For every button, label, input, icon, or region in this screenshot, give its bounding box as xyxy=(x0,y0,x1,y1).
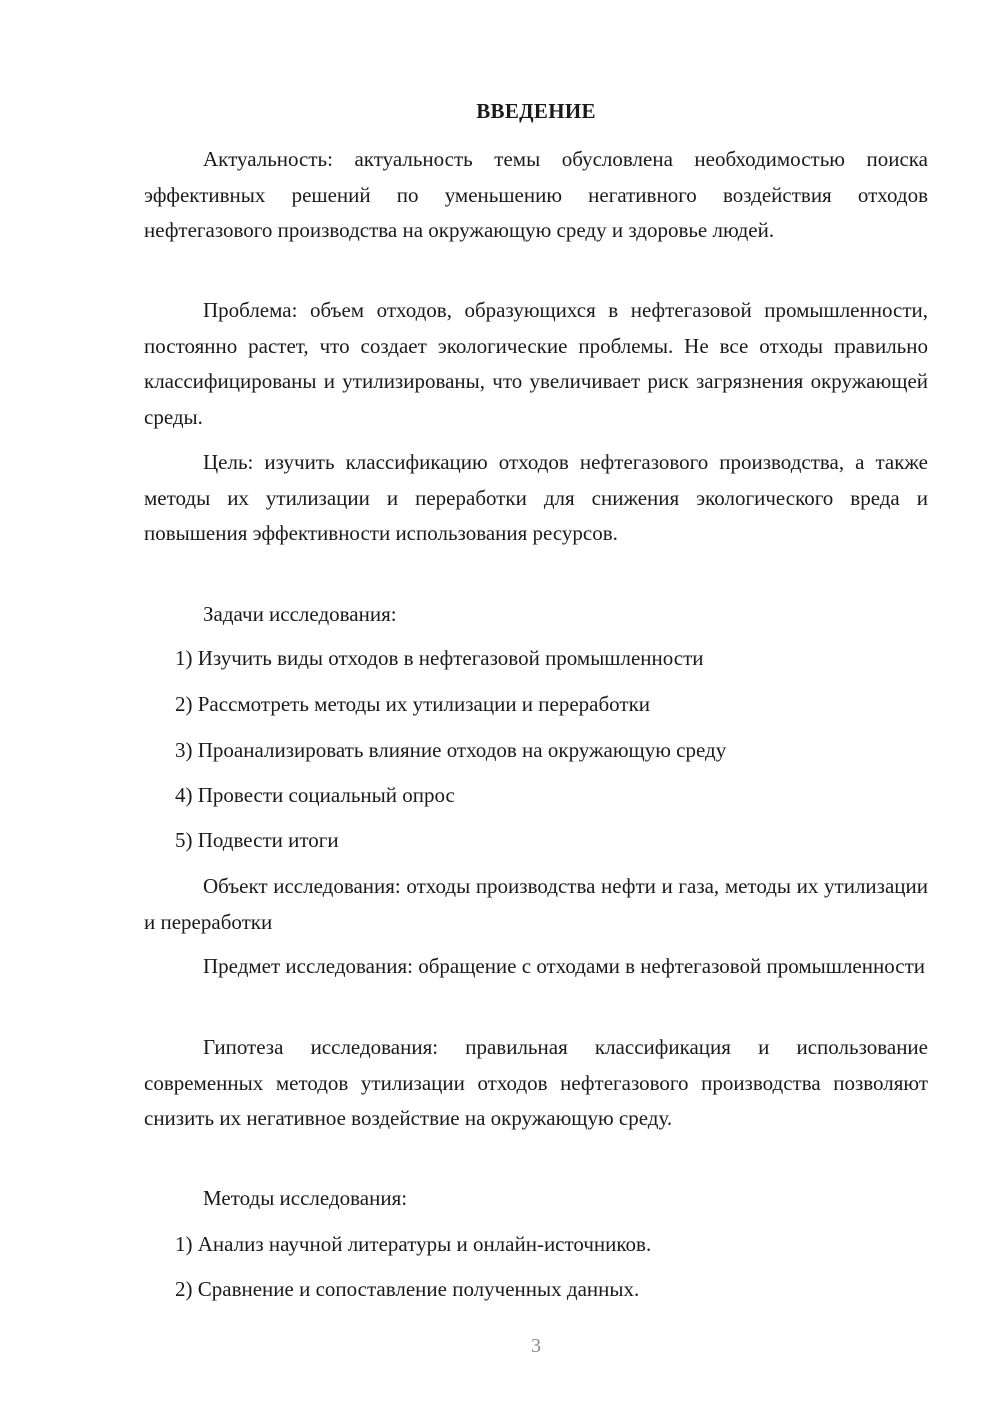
method-item-2: 2) Сравнение и сопоставление полученных данных. xyxy=(175,1277,640,1301)
paragraph-problem: Проблема: объем отходов, образующихся в нефтегазовой промышленности, постоянно растет, что создает экологические проблемы. Не все отходы правильно классифицированы и утилизированы, что увеличивает риск загрязнения окружающей среды. xyxy=(144,298,928,429)
document-page xyxy=(144,0,928,1414)
paragraph-subject: Предмет исследования: обращение с отходами в нефтегазовой промышленности xyxy=(203,954,925,978)
task-item-2: 2) Рассмотреть методы их утилизации и переработки xyxy=(175,692,651,716)
tasks-heading: Задачи исследования: xyxy=(203,602,397,626)
task-item-5: 5) Подвести итоги xyxy=(175,828,339,852)
paragraph-goal: Цель: изучить классификацию отходов нефтегазового производства, а также методы их утилизации и переработки для снижения экологического вреда и повышения эффективности использования ресурсов. xyxy=(144,450,928,545)
method-item-1: 1) Анализ научной литературы и онлайн-источников. xyxy=(175,1232,652,1256)
task-item-4: 4) Провести социальный опрос xyxy=(175,783,455,807)
methods-heading: Методы исследования: xyxy=(203,1186,408,1210)
paragraph-hypothesis: Гипотеза исследования: правильная классификация и использование современных методов утилизации отходов нефтегазового производства позволяют снизить их негативное воздействие на окружающую среду. xyxy=(144,1035,928,1130)
paragraph-object: Объект исследования: отходы производства нефти и газа, методы их утилизации и переработки xyxy=(144,874,928,934)
paragraph-relevance: Актуальность: актуальность темы обусловлена необходимостью поиска эффективных решений по уменьшению негативного воздействия отходов нефтегазового производства на окружающую среду и здоровье людей. xyxy=(144,147,928,242)
task-item-3: 3) Проанализировать влияние отходов на окружающую среду xyxy=(175,738,727,762)
page-number: 3 xyxy=(531,1335,541,1357)
task-item-1: 1) Изучить виды отходов в нефтегазовой промышленности xyxy=(175,646,704,670)
page-title: ВВЕДЕНИЕ xyxy=(476,99,596,123)
